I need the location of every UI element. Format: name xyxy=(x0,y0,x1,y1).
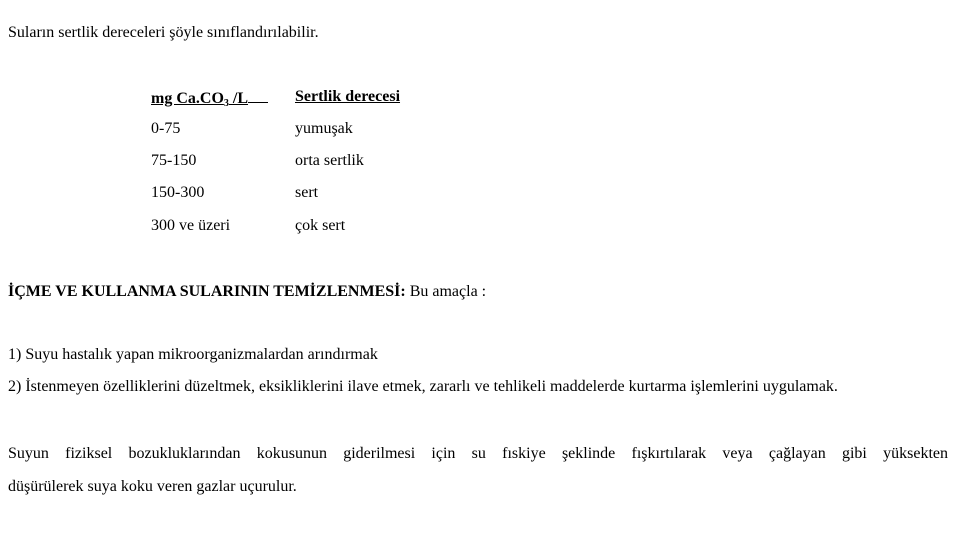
unit-subscript: 3 xyxy=(223,98,229,109)
table-cell-range: 150-300 xyxy=(151,184,205,201)
table-header-unit xyxy=(151,89,268,109)
list-item: 2) İstenmeyen özelliklerini düzeltmek, eksikliklerini ilave etmek, zararlı ve tehlikeli maddelerde kurtarma işlemlerini uygulamak. xyxy=(8,378,838,395)
table-cell-range: 0-75 xyxy=(151,120,181,137)
table-cell-degree: yumuşak xyxy=(295,120,353,137)
paragraph-line: Suyun fiziksel bozukluklarından kokusunun giderilmesi için su fıskiye şeklinde fışkırtılarak veya çağlayan gibi yüksekten xyxy=(8,445,948,462)
table-cell-degree: çok sert xyxy=(295,217,346,234)
table-header-degree: Sertlik derecesi xyxy=(295,88,401,105)
unit-suffix: /L xyxy=(228,90,249,107)
table-cell-range: 75-150 xyxy=(151,152,197,169)
section-heading-rest: Bu amaçla : xyxy=(405,283,487,300)
header-underline-gap xyxy=(248,89,268,103)
section-heading xyxy=(8,284,486,300)
list-item: 1) Suyu hastalık yapan mikroorganizmalardan arındırmak xyxy=(8,346,378,363)
paragraph xyxy=(8,437,948,503)
section-heading-bold: İÇME VE KULLANMA SULARININ TEMİZLENMESİ: xyxy=(8,283,406,300)
table-cell-range: 300 ve üzeri xyxy=(151,217,231,234)
intro-text: Suların sertlik dereceleri şöyle sınıflandırılabilir. xyxy=(8,24,319,41)
unit-main: mg Ca.CO xyxy=(151,90,224,107)
table-cell-degree: sert xyxy=(295,184,319,201)
paragraph-line: düşürülerek suya koku veren gazlar uçurulur. xyxy=(8,478,297,495)
table-cell-degree: orta sertlik xyxy=(295,152,364,169)
